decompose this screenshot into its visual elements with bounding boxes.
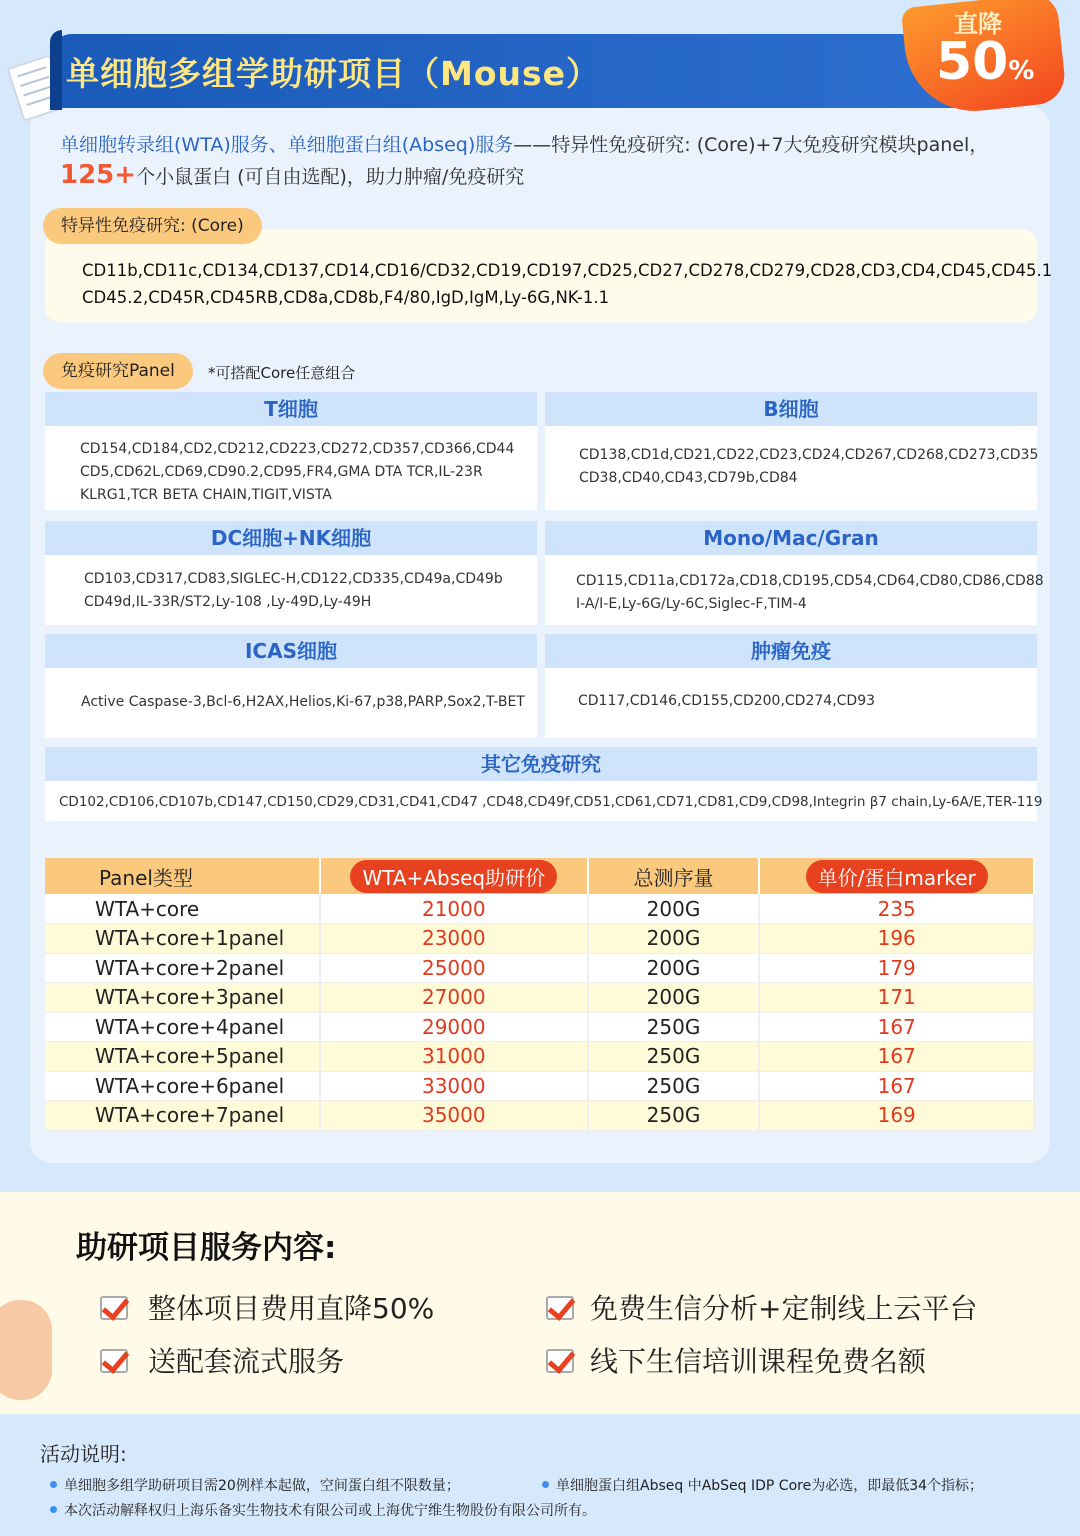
tumor-markers: CD117,CD146,CD155,CD200,CD274,CD93 — [578, 693, 876, 709]
row-panel: WTA+core+5panel — [45, 1042, 320, 1072]
row-price: 31000 — [320, 1042, 588, 1072]
row-price: 25000 — [320, 953, 588, 983]
t-cell-title: T细胞 — [45, 392, 537, 426]
row-unit-price: 167 — [759, 1042, 1034, 1072]
row-price: 29000 — [320, 1012, 588, 1042]
icas-title: ICAS细胞 — [45, 634, 537, 668]
row-sequencing: 250G — [588, 1042, 760, 1072]
table-row — [45, 1042, 1034, 1072]
activity-note: 本次活动解释权归上海乐备实生物技术有限公司或上海优宁维生物股份有限公司所有。 — [64, 1500, 596, 1520]
check-icon — [546, 1349, 574, 1373]
row-sequencing: 200G — [588, 924, 760, 954]
row-unit-price: 196 — [759, 924, 1034, 954]
header-unit-price — [759, 858, 1034, 894]
header-panel-type: Panel类型 — [45, 858, 320, 894]
price-table — [45, 858, 1035, 1131]
protein-count: 125+ — [60, 160, 137, 190]
mono-title: Mono/Mac/Gran — [545, 521, 1037, 555]
service-item: 送配套流式服务 — [148, 1345, 345, 1378]
dc-nk-markers — [84, 568, 503, 614]
row-unit-price: 171 — [759, 983, 1034, 1013]
check-icon — [100, 1296, 128, 1320]
table-row — [45, 924, 1034, 954]
other-markers: CD102,CD106,CD107b,CD147,CD150,CD29,CD31,CD41,CD47 ,CD48,CD49f,CD51,CD61,CD71,CD81,CD9,CD98,Integrin β7 chain,Ly-6A/E,TER-119 — [59, 794, 1043, 810]
mono-line-2: I-A/I-E,Ly-6G/Ly-6C,Siglec-F,TIM-4 — [576, 596, 807, 612]
service-item: 免费生信分析+定制线上云平台 — [590, 1292, 978, 1325]
badge-number: 50 — [936, 32, 1009, 92]
core-markers-line-1: CD11b,CD11c,CD134,CD137,CD14,CD16/CD32,CD19,CD197,CD25,CD27,CD278,CD279,CD28,CD3,CD4,CD45,CD45.1 — [82, 261, 1053, 280]
row-price: 21000 — [320, 894, 588, 924]
badge-label: 直降 — [954, 10, 1002, 38]
badge-percent-sign: % — [1008, 56, 1035, 86]
intro-line-1 — [60, 130, 988, 157]
service-item: 整体项目费用直降50% — [148, 1292, 435, 1325]
row-panel: WTA+core+2panel — [45, 953, 320, 983]
t-cell-line-3: KLRG1,TCR BETA CHAIN,TIGIT,VISTA — [80, 487, 332, 503]
b-cell-markers — [579, 444, 1038, 490]
b-cell-line-1: CD138,CD1d,CD21,CD22,CD23,CD24,CD267,CD268,CD273,CD35 — [579, 447, 1039, 463]
intro-proteins: 个小鼠蛋白 (可自由选配)，助力肿瘤/免疫研究 — [136, 166, 525, 188]
core-markers-line-2: CD45.2,CD45R,CD45RB,CD8a,CD8b,F4/80,IgD,IgM,Ly-6G,NK-1.1 — [82, 288, 610, 307]
row-unit-price: 169 — [759, 1101, 1034, 1131]
page-title: 单细胞多组学助研项目（Mouse） — [66, 54, 601, 93]
table-header-row — [45, 858, 1034, 894]
row-price: 33000 — [320, 1071, 588, 1101]
b-cell-title: B细胞 — [545, 392, 1037, 426]
thumbs-up-icon — [0, 1300, 52, 1400]
row-price: 23000 — [320, 924, 588, 954]
table-row — [45, 1012, 1034, 1042]
services-title: 助研项目服务内容: — [76, 1230, 337, 1266]
activity-note: 单细胞多组学助研项目需20例样本起做，空间蛋白组不限数量； — [64, 1475, 460, 1495]
table-row — [45, 894, 1034, 924]
badge-percent — [936, 32, 1034, 92]
table-row — [45, 983, 1034, 1013]
dc-nk-line-2: CD49d,IL-33R/ST2,Ly-108 ,Ly-49D,Ly-49H — [84, 594, 372, 610]
panel-label: 免疫研究Panel — [43, 353, 193, 389]
row-unit-price: 167 — [759, 1071, 1034, 1101]
activity-title: 活动说明: — [40, 1442, 127, 1466]
intro-line-2 — [60, 160, 524, 190]
row-panel: WTA+core — [45, 894, 320, 924]
mono-line-1: CD115,CD11a,CD172a,CD18,CD195,CD54,CD64,CD80,CD86,CD88 — [576, 573, 1044, 589]
table-row — [45, 1101, 1034, 1131]
header-unit-price-label: 单价/蛋白marker — [806, 860, 988, 893]
row-price: 27000 — [320, 983, 588, 1013]
row-panel: WTA+core+1panel — [45, 924, 320, 954]
row-price: 35000 — [320, 1101, 588, 1131]
core-markers — [82, 257, 1053, 311]
row-sequencing: 250G — [588, 1101, 760, 1131]
t-cell-markers — [80, 438, 514, 507]
intro-modules: ——特异性免疫研究: (Core)+7大免疫研究模块panel， — [513, 134, 989, 156]
check-icon — [100, 1349, 128, 1373]
dc-nk-title: DC细胞+NK细胞 — [45, 521, 537, 555]
b-cell-line-2: CD38,CD40,CD43,CD79b,CD84 — [579, 470, 798, 486]
t-cell-line-1: CD154,CD184,CD2,CD212,CD223,CD272,CD357,CD366,CD44 — [80, 441, 515, 457]
table-row — [45, 953, 1034, 983]
row-unit-price: 179 — [759, 953, 1034, 983]
row-sequencing: 200G — [588, 953, 760, 983]
row-panel: WTA+core+7panel — [45, 1101, 320, 1131]
mono-markers — [576, 570, 1044, 616]
header-sequencing: 总测序量 — [588, 858, 760, 894]
row-panel: WTA+core+3panel — [45, 983, 320, 1013]
row-unit-price: 167 — [759, 1012, 1034, 1042]
t-cell-line-2: CD5,CD62L,CD69,CD90.2,CD95,FR4,GMA DTA TCR,IL-23R — [80, 464, 483, 480]
row-sequencing: 200G — [588, 894, 760, 924]
intro-services: 单细胞转录组(WTA)服务、单细胞蛋白组(Abseq)服务 — [60, 134, 514, 156]
row-sequencing: 250G — [588, 1012, 760, 1042]
panel-note: *可搭配Core任意组合 — [208, 364, 356, 382]
tumor-title: 肿瘤免疫 — [545, 634, 1037, 668]
core-label: 特异性免疫研究: (Core) — [43, 208, 262, 244]
row-sequencing: 250G — [588, 1071, 760, 1101]
service-item: 线下生信培训课程免费名额 — [590, 1345, 927, 1378]
other-title: 其它免疫研究 — [45, 747, 1037, 781]
table-row — [45, 1071, 1034, 1101]
row-sequencing: 200G — [588, 983, 760, 1013]
header-price-label: WTA+Abseq助研价 — [350, 860, 557, 893]
icas-markers: Active Caspase-3,Bcl-6,H2AX,Helios,Ki-67,p38,PARP,Sox2,T-BET — [81, 694, 525, 710]
check-icon — [546, 1296, 574, 1320]
activity-note: 单细胞蛋白组Abseq 中AbSeq IDP Core为必选，即最低34个指标； — [556, 1475, 983, 1495]
row-panel: WTA+core+6panel — [45, 1071, 320, 1101]
row-panel: WTA+core+4panel — [45, 1012, 320, 1042]
row-unit-price: 235 — [759, 894, 1034, 924]
header-price — [320, 858, 588, 894]
dc-nk-line-1: CD103,CD317,CD83,SIGLEC-H,CD122,CD335,CD49a,CD49b — [84, 571, 503, 587]
